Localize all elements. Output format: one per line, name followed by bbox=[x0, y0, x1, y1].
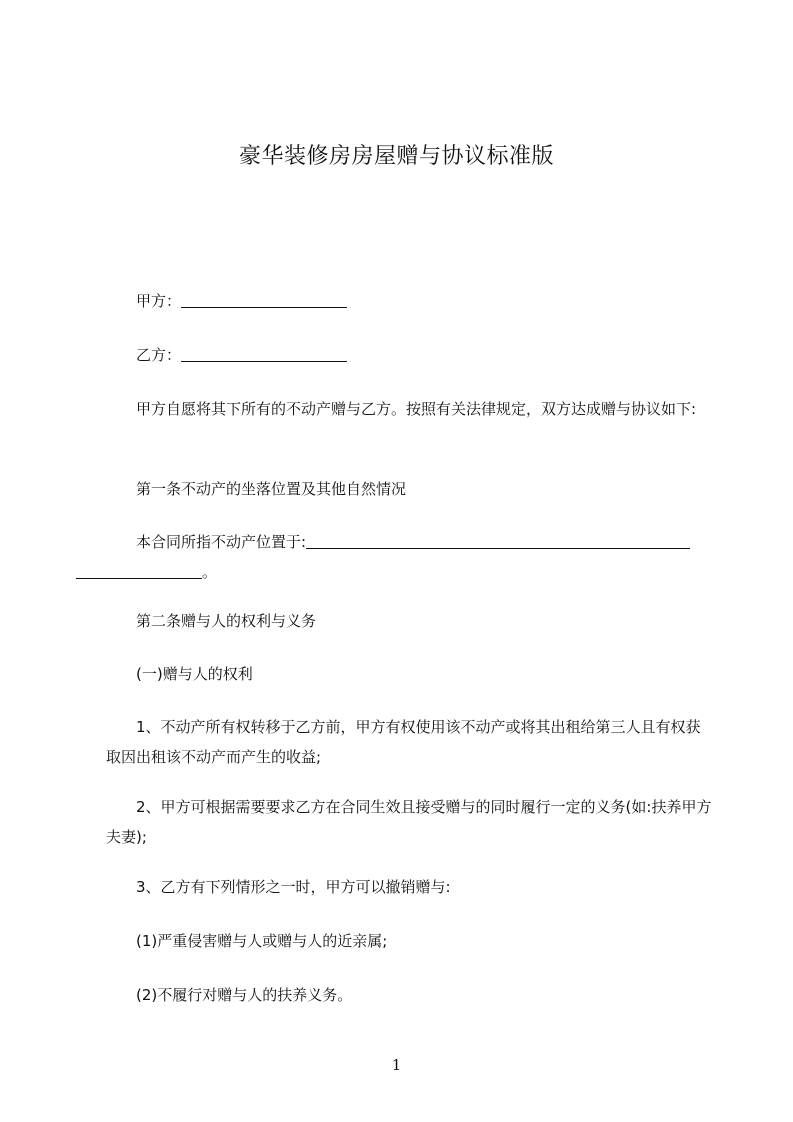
article1-end: 。 bbox=[202, 563, 218, 581]
location-blank-1 bbox=[306, 532, 690, 549]
page-number: 1 bbox=[391, 1056, 402, 1074]
section1-heading: (一)赠与人的权利 bbox=[136, 665, 253, 683]
party-b-label: 乙方： bbox=[136, 346, 182, 364]
article1-location-paragraph bbox=[106, 527, 712, 587]
party-a-label: 甲方： bbox=[136, 292, 182, 310]
item-3-sub-1: (1)严重侵害赠与人或赠与人的近亲属; bbox=[136, 932, 388, 950]
party-b-blank bbox=[181, 345, 347, 362]
item-1: 1、不动产所有权转移于乙方前，甲方有权使用该不动产或将其出租给第三人且有权获取因出租该不动产而产生的收益; bbox=[106, 718, 701, 766]
item-2: 2、甲方可根据需要要求乙方在合同生效且接受赠与的同时履行一定的义务(如:扶养甲方夫妻); bbox=[106, 798, 712, 846]
party-a-line bbox=[106, 286, 712, 316]
document-title: 豪华装修房房屋赠与协议标准版 bbox=[238, 144, 554, 169]
intro-paragraph: 甲方自愿将其下所有的不动产赠与乙方。按照有关法律规定，双方达成赠与协议如下: bbox=[136, 400, 697, 418]
party-a-blank bbox=[181, 291, 347, 308]
article1-location-label: 本合同所指不动产位置于: bbox=[136, 533, 307, 551]
article1-heading: 第一条不动产的坐落位置及其他自然情况 bbox=[136, 480, 407, 498]
item-3: 3、乙方有下列情形之一时，甲方可以撤销赠与: bbox=[136, 878, 451, 896]
party-b-line bbox=[106, 340, 712, 370]
location-blank-2 bbox=[76, 562, 202, 579]
article2-heading: 第二条赠与人的权利与义务 bbox=[136, 612, 317, 630]
item-3-sub-2: (2)不履行对赠与人的扶养义务。 bbox=[136, 986, 353, 1004]
